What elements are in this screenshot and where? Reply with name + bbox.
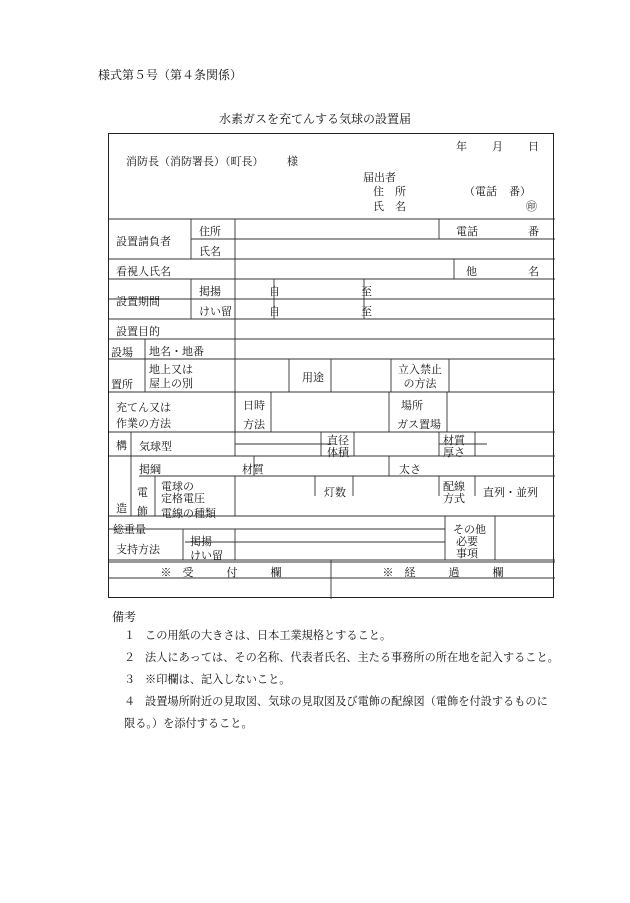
- period-raise-to: 至: [361, 285, 372, 298]
- other-label-3: 事項: [456, 547, 478, 560]
- datetime-label: 日時: [243, 399, 265, 412]
- location-label: 場所: [401, 399, 423, 412]
- other-label-1: その他: [453, 523, 486, 536]
- notification-form-table: [108, 133, 554, 598]
- period-label: 設置期間: [116, 295, 160, 308]
- notifier-address-label: 住 所: [373, 185, 406, 198]
- installer-name-label: 氏名: [199, 245, 221, 258]
- total-weight-label: 総重量: [113, 523, 146, 536]
- fill-method-label-1: 充てん又は: [116, 401, 171, 414]
- structure-label-bottom: 造: [116, 502, 127, 515]
- ground-roof-label-1: 地上又は: [149, 363, 193, 376]
- remark-text: この用紙の大きさは、日本工業規格とすること。: [145, 629, 392, 642]
- ground-roof-label-2: 屋上の別: [149, 377, 193, 390]
- wire-type-label: 電線の種類: [161, 507, 216, 520]
- support-raise-label: 掲揚: [190, 535, 212, 548]
- notifier-phone-suffix: 番）: [509, 185, 531, 198]
- installer-address-label: 住所: [199, 225, 221, 238]
- balloon-thickness-label: 厚さ: [443, 446, 465, 459]
- installer-label: 設置請負者: [116, 235, 171, 248]
- notifier-name-label: 氏 名: [373, 200, 406, 213]
- support-moor-label: けい留: [190, 549, 223, 562]
- period-moor-from: 自: [269, 305, 280, 318]
- progress-label: ※ 経 過 欄: [382, 566, 504, 579]
- balloon-material-label: 材質: [443, 434, 465, 447]
- support-method-label: 支持方法: [116, 543, 160, 556]
- date-month-label: 月: [492, 140, 503, 153]
- no-entry-label-2: の方法: [403, 377, 437, 390]
- remark-number: ３: [124, 673, 136, 686]
- wiring-label-2: 方式: [443, 492, 465, 505]
- period-moor-label: けい留: [199, 305, 232, 318]
- diameter-label: 直径: [327, 434, 349, 447]
- structure-label-top: 構: [116, 439, 127, 452]
- watcher-others-label: 他: [466, 265, 477, 278]
- honorific-label: 様: [287, 155, 298, 168]
- date-year-label: 年: [456, 140, 467, 153]
- remark-text: 限る。）を添付すること。: [124, 717, 253, 730]
- period-raise-label: 掲揚: [199, 285, 221, 298]
- rope-material-label: 材質: [242, 463, 264, 476]
- period-raise-from: 自: [269, 285, 280, 298]
- watcher-others-suffix: 名: [528, 265, 539, 278]
- volume-label: 体積: [327, 446, 349, 459]
- installer-phone-suffix: 番: [528, 225, 539, 238]
- remark-number: ４: [124, 695, 136, 708]
- fill-method-label-2: 作業の方法: [116, 417, 171, 430]
- electric-deco-label-bottom: 飾: [137, 505, 148, 518]
- seal-mark: ㊞: [526, 200, 537, 213]
- rope-thickness-label: 太さ: [399, 463, 421, 476]
- installer-phone-label: 電話: [456, 225, 478, 238]
- no-entry-label-1: 立入禁止: [398, 363, 442, 376]
- remark-text: ※印欄は、記入しないこと。: [145, 673, 291, 686]
- period-moor-to: 至: [361, 305, 372, 318]
- other-label-2: 必要: [456, 535, 478, 548]
- remark-number: ２: [124, 651, 136, 664]
- watcher-label: 看視人氏名: [116, 265, 171, 278]
- balloon-type-label: 気球型: [139, 440, 172, 453]
- notifier-label: 届出者: [363, 171, 396, 184]
- addressee-label: 消防長（消防署長）（町長）: [126, 155, 264, 168]
- lot-label: 地名・地番: [149, 345, 204, 358]
- wiring-value: 直列・並列: [483, 486, 538, 499]
- place-label-top: 設場: [111, 346, 133, 359]
- bulb-voltage-label-1: 電球の: [161, 480, 194, 493]
- lamp-count-label: 灯数: [324, 486, 346, 499]
- bulb-voltage-label-2: 定格電圧: [161, 492, 205, 505]
- purpose-label: 設置目的: [116, 325, 160, 338]
- reception-label: ※ 受 付 欄: [160, 566, 282, 579]
- remarks-title: 備考: [112, 610, 137, 624]
- notifier-phone-label: （電話: [464, 185, 497, 198]
- method-label: 方法: [243, 418, 265, 431]
- electric-deco-label-top: 電: [137, 486, 148, 499]
- remark-text: 設置場所附近の見取図、気球の見取図及び電飾の配線図（電飾を付設するものに: [145, 695, 548, 708]
- form-title: 水素ガスを充てんする気球の設置届: [218, 112, 411, 126]
- remark-text: 法人にあっては、その名称、代表者氏名、主たる事務所の所在地を記入すること。: [145, 651, 559, 664]
- place-label-bottom: 置所: [111, 378, 133, 391]
- rope-label: 掲綱: [139, 463, 161, 476]
- use-label: 用途: [302, 371, 324, 384]
- gas-storage-label: ガス置場: [397, 418, 441, 431]
- wiring-label-1: 配線: [443, 480, 465, 493]
- remark-number: １: [124, 629, 136, 642]
- form-number: 様式第５号（第４条関係）: [98, 68, 243, 82]
- date-day-label: 日: [528, 140, 539, 153]
